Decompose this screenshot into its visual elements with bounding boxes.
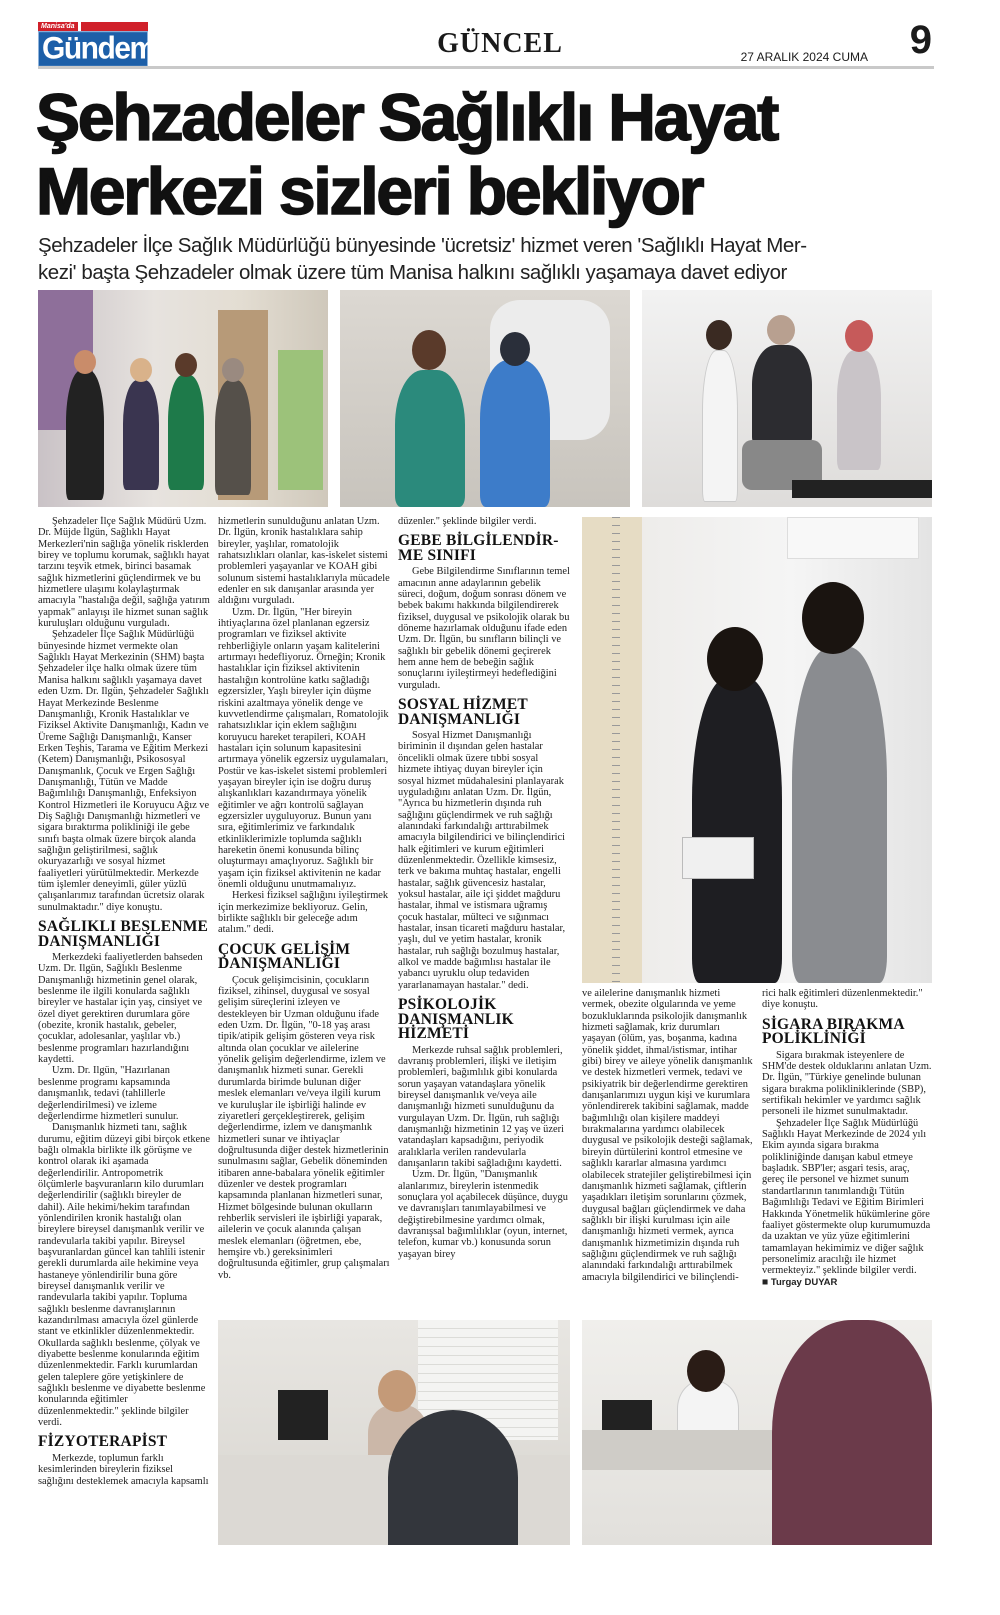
subheading: SİGARA BIRAKMA POLİKLİNİĞİ (762, 1015, 904, 1048)
paragraph: Merkezdeki faaliyetlerden bahseden Uzm. Dr. Ilgün, Sağlıklı Beslenme Danışmanlığı hizmetinin genel olarak, beslenme ile ilgili konularda sağlıklı bireyler ve hastalar için yaş, cinsiyet ve özel diyet gerektiren durumlara göre (obezite, kronik hastalık, gebeler, çocuklar, adolesanlar, yaşlılar vb.) beslenme programları hazırlandığını kaydetti. (38, 952, 203, 1066)
author-byline (762, 1277, 934, 1288)
issue-date (741, 50, 868, 64)
header-divider (38, 66, 934, 69)
article-column-2 (218, 516, 390, 1312)
subtitle (38, 232, 938, 286)
section-title: GÜNCEL (437, 28, 563, 59)
paragraph: Merkezde ruhsal sağlık problemleri, davranış problemleri, ilişki ve iletişim problemleri, bağımlılık gibi konularda sorun yaşayan vatandaşlara yönelik bireysel danışmanlık ve/veya aile danışmanlığı hizmeti sunulduğunu da vurgulayan Uzm. Dr. İlgün, ruh sağlığı danışmanlığı hizmetinin 12 yaş ve üzeri vatandaşları kapsadığını, periyodik aralıklarla verilen randevularla danışanların takibi sağladığını kaydetti. (398, 1044, 564, 1169)
article-column-5 (762, 988, 934, 1314)
paragraph: Gebe Bilgilendirme Sınıflarının temel amacının anne adaylarının gebelik süreci, doğum, doğum sonrası dönem ve bebek bakımı hakkında bilgilendirerek fiziksel, duygusal ve psikolojik olarak bu döneme hazırlamak olduğunu ifade eden Uzm. Dr. İlgün, bu sınıfların bilinçli ve sağlıklı bir gebelik dönemi geçirerek hem anne hem de bebeğin sağlık sonuçlarını iyileştirmeyi hedeflediğini vurguladı. (398, 566, 570, 691)
paragraph: düzenler." şeklinde bilgiler verdi. (398, 516, 537, 527)
subheading: SOSYAL HİZMET DANIŞMANLIĞI (398, 696, 528, 728)
paragraph: Uzm. Dr. İlgün, "Her bireyin ihtiyaçlarına özel planlanan egzersiz programları ve fiziksel aktivite rehberliğiyle onların yaşam kalitelerini artırmayı hedefliyoruz. Örneğin; Kronik hastalıklar için fiziksel aktivitenin hastalığın kontrolüne katkı sağladığı egzersizler, Yaşlı bireyler için düşme riskini azaltmaya yönelik denge ve kuvvetlendirme çalışmaları, Romatolojik rahatsızlıklar için eklem sağlığını koruyucu hareket terapileri, KOAH hastaları için solunum kapasitesini artırmaya yönelik egzersiz uygulamaları, Postür ve kas-iskelet sistemi problemleri yaşayan bireyler için ise doğru duruş alışkanlıkları kazandırmaya yönelik eğitimler ve ağrı kontrolü sağlayan egzersizler uyguluyoruz. Bunun yanı sıra, eğitimlerimiz ve farkındalık etkinliklerimizle toplumda sağlıklı hareketin önemi konusunda bilinç oluşturmayı amaçlıyoruz. Sağlıklı bir yaşam için fiziksel aktivitenin ne kadar önemli olduğunu unutmamalıyız. (218, 606, 389, 890)
subtitle-line-1: Şehzadeler İlçe Sağlık Müdürlüğü bünyesinde 'ücretsiz' hizmet veren 'Sağlıklı Hayat Mer- (38, 234, 807, 257)
photo-staff-group (38, 290, 328, 507)
paragraph: Şehzadeler İlçe Sağlık Müdürlüğü bünyesinde hizmet vermekte olan Sağlıklı Hayat Merkezinin (SHM) başta Şehzadeler ilçe halkı olmak üzere tüm Manisa halkını sağlıklı yaşamaya davet eden Uzm. Dr. Ilgün, Şehzadeler Sağlıklı Hayat Merkezinde Beslenme Danışmanlığı, Kronik Hastalıklar ve Fiziksel Aktivite Danışmanlığı, Kadın ve Üreme Sağlığı Danışmanlığı, Kanser Erken Teşhis, Tarama ve Eğitim Merkezi (Ketem) Danışmanlığı, Psikososyal Danışmanlık, Çocuk ve Ergen Sağlığı Danışmanlığı, Tütün ve Madde Bağımlılığı Danışmanlığı, Enfeksiyon Kontrol Hizmetleri ile Koruyucu Ağız ve Diş Sağlığı Danışmanlığı hizmetleri ve sigara bıraktırma polikliniği ile gebe sınıfı başta olmak üzere birçok alanda sağlığın geliştirilmesi, sağlık okuryazarlığı ve sosyal hizmet faaliyetleri yürütülmektedir. Merkezde tüm işlemler deneyimli, güler yüzlü çalışanlarımız tarafından ücretsiz olarak sunulmaktadır." diye konuştu. (38, 629, 210, 913)
date-text: 27 ARALIK 2024 (740, 50, 830, 64)
paragraph: Sosyal Hizmet Danışmanlığı biriminin il dışından gelen hastalar öncelikli olmak üzere tıbbi sosyal hizmete ihtiyaç duyan bireyler için sosyal hizmet müdahalesini planlayarak uyguladığını anlatan Uzm. Dr. İlgün, "Ayrıca bu hizmetlerin dışında ruh sağlığını güçlendirmek ve ruh sağlığı alanındaki farkındalığı arttırabilmek amacıyla bilgilendirici ve bilinçlendirici halk eğitimleri ve kurum eğitimleri düzenlenmektedir. Özellikle kimsesiz, terk ve bakıma muhtaç hastalar, engelli hastalar, sağlık güvencesiz hastalar, yoksul hastalar, aile içi şiddet mağduru hastalar, ihmal ve istismara uğramış çocuk hastalar, mülteci ve sığınmacı hastalar, insan ticareti mağduru hastalar, yaşlı, dul ve yetim hastalar, kronik hastalar, ruh sağlığı bozulmuş hastalar, alkol ve madde bağımlısı hastalar ile yabancı uyruklu olup tedaviden yararlanamayan hastalar." dedi. (398, 730, 566, 991)
page-number: 9 (909, 18, 932, 62)
photo-psychologist-desk (582, 1320, 932, 1545)
subheading: FİZYOTERAPİST (38, 1433, 168, 1451)
day-text: CUMA (832, 50, 868, 64)
paragraph: Çocuk gelişimcisinin, çocukların fiziksel, zihinsel, duygusal ve sosyal gelişim süreçlerini izleyen ve destekleyen bir Uzman olduğunu ifade eden Uzm. Dr. İlgün, "0-18 yaş arası tipik/atipik gelişim gösteren veya risk altında olan çocuklar ve ailelerine yönelik gelişim değerlendirme, izlem ve danışmanlık hizmeti sunar. Gerekli durumlarda birimde bulunan diğer meslek elemanları ve/veya ilgili kurum ve kuruluşlar ile işbirliği halinde ev ziyaretleri gerçekleştirerek, gelişim değerlendirme, izlem ve danışmanlık hizmetleri sunar ve ihtiyaçlar doğrultusunda diğer destek hizmetlerinin sunulmasını sağlar, Gebelik döneminden itibaren anne-babalara yönelik eğitimler düzenler ve destek programları kapsamında planlanan hizmetleri sunar, Hizmet bölgesinde bulunan okulların rehberlik servisleri ile işbirliği yaparak, ailelerin ve çocuk alanında çalışan meslek elemanları (öğretmen, ebe, hemşire vb.) gereksinimleri doğrultusunda eğitimler, grup çalışmaları vb. (218, 974, 390, 1281)
byline-square-icon: ■ (762, 1276, 771, 1288)
logo-small-text: Manisa'da (38, 22, 78, 31)
photo-mammography (340, 290, 630, 507)
paragraph: Şehzadeler İlçe Sağlık Müdürü Uzm. Dr. Müjde İlgün, Sağlıklı Hayat Merkezleri'nin sağlığa yönelik risklerden birey ve toplumu korumak, sağlıklı hayat tarzını teşvik etmek, birinci basamak sağlık hizmetlerini güçlendirmek ve bu hizmetlere ulaşımı kolaylaştırmak amacıyla "hastalığa değil, sağlığa yatırım yapmak" anlayışı ile hizmet sunan sağlık kuruluşları olduğunu vurguladı. (38, 516, 210, 630)
headline (36, 80, 956, 228)
paragraph: Merkezde, toplumun farklı kesimlerinden bireylerin fiziksel sağlığını desteklemek amacıyla kapsamlı (38, 1452, 209, 1487)
paragraph: Şehzadeler İlçe Sağlık Müdürlüğü Sağlıklı Hayat Merkezinde de 2024 yılı Ekim ayında sigara bırakma polikliniğinde danışan kabul etmeye başladık. SBP'ler; asgari tesis, araç, gereç ile personel ve hizmet sunum standartlarının tanımlandığı Tütün Bağımlılığı Tedavi ve Eğitim Birimleri Hakkında Yönetmelik hükümlerine göre faaliyet göstermekte olup kurumumuzda da uzaktan ve yüz yüze eğitimlerini tamamlayan hekimimiz ve diğer sağlık personelimiz aracılığı ile hizmet vermekteyiz." şeklinde bilgiler verdi. (762, 1117, 931, 1277)
headline-line-2: Merkezi sizleri bekliyor (36, 154, 703, 228)
photo-exercise-bike (642, 290, 932, 507)
paragraph: hizmetlerin sunulduğunu anlatan Uzm. Dr. İlgün, kronik hastalıklara sahip bireyler, yaşlılar, romatolojik rahatsızlıkları olanlar, kas-iskelet sistemi problemleri yaşayanlar ve KOAH gibi solunum sistemi hastalıklarıyla mücadele edenler en sık danışanlar arasında yer aldığını vurguladı. (218, 516, 390, 607)
headline-line-1: Şehzadeler Sağlıklı Hayat (36, 80, 778, 154)
article-column-1 (38, 516, 210, 1546)
subheading: GEBE BİLGİLENDİR-ME SINIFI (398, 532, 559, 564)
paragraph: Sigara bırakmak isteyenlere de SHM'de destek olduklarını anlatan Uzm. Dr. İlgün, "Türkiye genelinde bulunan sigara bırakma polikliniklerinde (SBP), sertifikalı hekimler ve yardımcı sağlık personeli ile hizmet sunulmaktadır. (762, 1049, 932, 1118)
article-column-4 (582, 988, 754, 1314)
paragraph: Danışmanlık hizmeti tanı, sağlık durumu, eğitim düzeyi gibi birçok etkene bağlı olmakla birlikte ilk görüşme ve kontrol olarak iki aşamada değerlendirilir. Antropometrik ölçümlerle başvuranların kilo durumları değerlendirilir (sağlıklı bireyler de dahil). Aile hekimi/hekim tarafından yönlendirilen kronik hastalığı olan bireylere bireysel danışmanlık verilir ve randevularla takibi yapılır. Bireysel başvuranlardan güncel kan tahlili istenir gerekli durumlarda aile hekimine veya hastaneye yönlendirilir buna göre bireysel danışmanlık verilir ve randevularla takibi yapılır. Topluma sağlıklı beslenme davranışlarının kazandırılması amacıyla özel günlerde stant ve etkinlikler düzenlenmektedir. Okullarda sağlıklı beslenme, çölyak ve diyabette beslenme konularında eğitim düzenlenmektedir. Farklı kurumlardan gelen taleplere göre yetişkinlere de sağlıklı beslenme ve diyabette beslenme konularında eğitimler düzenlenmektedir." şeklinde bilgiler verdi. (38, 1122, 210, 1429)
photo-office-consultation (218, 1320, 570, 1545)
paragraph: ve ailelerine danışmanlık hizmeti vermek, obezite olgularında ve yeme bozukluklarında psikolojik danışmanlık hizmeti sağlamak, kriz durumları yaşayan (ölüm, yas, boşanma, kadına yönelik şiddet, ihmal/istismar, intihar gibi) birey ve aileye yönelik danışmanlık ve destek hizmetleri vermek, tedavi ve psikiyatrik bir değerlendirme gerektiren danışanlarımızı uygun kişi ve kurumlara yönlendirerek takibini sağlamak, madde bağımlılığı olan kişilere maddeyi bırakmalarına yardımcı olabilecek duygusal ve psikolojik desteği sağlamak, bireyin dürtülerini kontrol etmesine ve sağlıklı kararlar almasına yardımcı olabilecek stratejiler geliştirebilmesi için danışmanlık hizmeti sağlamak, çiftlerin yaşadıkları iletişim sorunlarını çözmek, duygusal bağları güçlendirmek ve daha sağlıklı bir ilişki kurulması için aile danışmanlığı hizmeti vermek, ayrıca danışmanlık hizmetimizin dışında ruh sağlığını güçlendirmek ve ruh sağlığı alanındaki farkındalığı arttırabilmek amacıyla bilgilendirici ve bilinçlendi- (582, 988, 753, 1283)
paragraph: rici halk eğitimleri düzenlenmektedir." diye konuştu. (762, 988, 923, 1011)
paragraph: Uzm. Dr. İlgün, "Danışmanlık alanlarımız, bireylerin istenmedik sonuçlara yol açabilecek düşünce, duygu ve davranışları tanımlayabilmesi ve değiştirebilmesine yardımcı olmak, davranışsal bağımlılıklar (oyun, internet, telefon, kumar vb.) konusunda sorun yaşayan birey (398, 1169, 568, 1260)
paragraph: Uzm. Dr. Ilgün, "Hazırlanan beslenme programı kapsamında danışmanlık, tedavi (tahlillerle değerlendirilmesi) ve izleme değerlendirme hizmetleri sunulur. (38, 1065, 179, 1122)
paragraph: Herkesi fiziksel sağlığını iyileştirmek için merkezimize bekliyoruz. Gelin, birlikte sağlıklı bir geleceğe adım atalım." dedi. (218, 890, 389, 936)
subtitle-line-2: kezi' başta Şehzadeler olmak üzere tüm Manisa halkını sağlıklı yaşamaya davet ediyor (38, 261, 787, 284)
subheading: SAĞLIKLI BESLENME DANIŞMANLIĞI (38, 918, 209, 950)
photo-height-measurement (582, 517, 932, 983)
logo-main-text: Gündem (38, 31, 148, 67)
author-name: Turgay DUYAR (770, 1276, 838, 1288)
article-column-3 (398, 516, 570, 1312)
subheading: ÇOCUK GELİŞİM DANIŞMANLIĞI (218, 940, 351, 973)
subheading: PSİKOLOJİK DANIŞMANLIK HİZMETİ (398, 996, 514, 1043)
